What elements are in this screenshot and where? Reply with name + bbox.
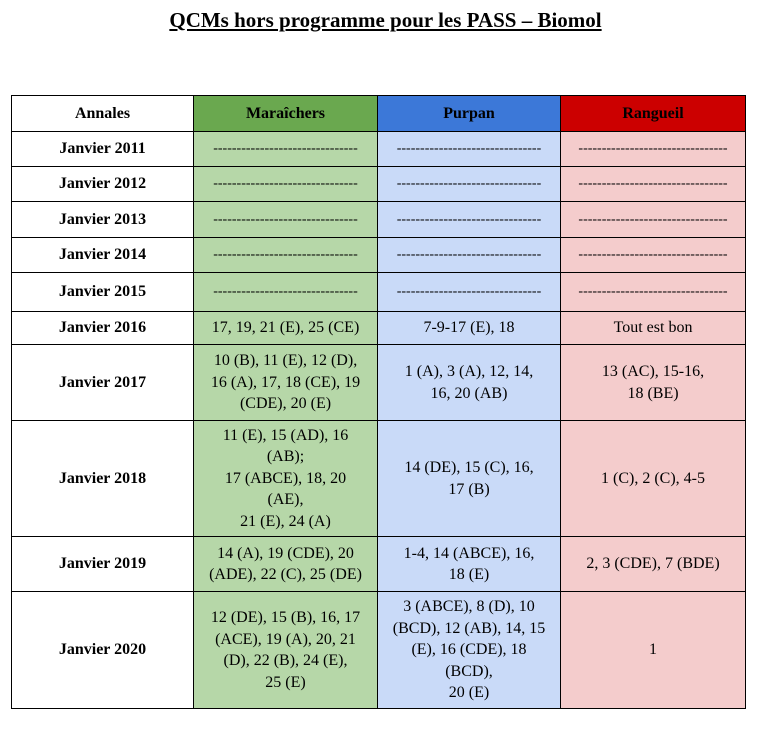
purpan-cell: 1 (A), 3 (A), 12, 14, 16, 20 (AB) xyxy=(378,345,561,421)
purpan-cell: 3 (ABCE), 8 (D), 10 (BCD), 12 (AB), 14, 15 (E), 16 (CDE), 18 (BCD), 20 (E) xyxy=(378,592,561,709)
page-title: QCMs hors programme pour les PASS – Biomol xyxy=(169,8,602,32)
table-row xyxy=(12,202,746,238)
table-row xyxy=(12,273,746,312)
rangueil-cell: -------------------------------- xyxy=(561,132,746,167)
year-cell: Janvier 2017 xyxy=(12,345,194,421)
table-row xyxy=(12,592,746,709)
year-cell: Janvier 2019 xyxy=(12,537,194,592)
header-rangueil: Rangueil xyxy=(561,96,746,132)
maraichers-cell: ------------------------------- xyxy=(194,132,378,167)
rangueil-cell: -------------------------------- xyxy=(561,238,746,273)
purpan-cell: ------------------------------- xyxy=(378,167,561,202)
purpan-cell: 14 (DE), 15 (C), 16, 17 (B) xyxy=(378,421,561,537)
rangueil-cell: -------------------------------- xyxy=(561,202,746,238)
table-row xyxy=(12,132,746,167)
header-maraichers: Maraîchers xyxy=(194,96,378,132)
maraichers-cell: 11 (E), 15 (AD), 16 (AB); 17 (ABCE), 18, 20 (AE), 21 (E), 24 (A) xyxy=(194,421,378,537)
rangueil-cell: 1 (C), 2 (C), 4-5 xyxy=(561,421,746,537)
maraichers-cell: ------------------------------- xyxy=(194,202,378,238)
rangueil-cell: 1 xyxy=(561,592,746,709)
table-row xyxy=(12,537,746,592)
purpan-cell: ------------------------------- xyxy=(378,273,561,312)
table-row xyxy=(12,312,746,345)
year-cell: Janvier 2020 xyxy=(12,592,194,709)
maraichers-cell: 14 (A), 19 (CDE), 20 (ADE), 22 (C), 25 (DE) xyxy=(194,537,378,592)
table-row xyxy=(12,238,746,273)
year-cell: Janvier 2014 xyxy=(12,238,194,273)
table-row xyxy=(12,421,746,537)
purpan-cell: ------------------------------- xyxy=(378,202,561,238)
year-cell: Janvier 2015 xyxy=(12,273,194,312)
maraichers-cell: 12 (DE), 15 (B), 16, 17 (ACE), 19 (A), 20, 21 (D), 22 (B), 24 (E), 25 (E) xyxy=(194,592,378,709)
table-row xyxy=(12,345,746,421)
rangueil-cell: -------------------------------- xyxy=(561,273,746,312)
maraichers-cell: ------------------------------- xyxy=(194,238,378,273)
header-purpan: Purpan xyxy=(378,96,561,132)
maraichers-cell: 10 (B), 11 (E), 12 (D), 16 (A), 17, 18 (CE), 19 (CDE), 20 (E) xyxy=(194,345,378,421)
header-annales: Annales xyxy=(12,96,194,132)
purpan-cell: 7-9-17 (E), 18 xyxy=(378,312,561,345)
rangueil-cell: -------------------------------- xyxy=(561,167,746,202)
year-cell: Janvier 2012 xyxy=(12,167,194,202)
purpan-cell: ------------------------------- xyxy=(378,238,561,273)
maraichers-cell: ------------------------------- xyxy=(194,273,378,312)
qcm-table xyxy=(11,95,746,709)
header-row xyxy=(12,96,746,132)
year-cell: Janvier 2013 xyxy=(12,202,194,238)
purpan-cell: ------------------------------- xyxy=(378,132,561,167)
purpan-cell: 1-4, 14 (ABCE), 16, 18 (E) xyxy=(378,537,561,592)
table-body xyxy=(12,132,746,709)
table-row xyxy=(12,167,746,202)
year-cell: Janvier 2018 xyxy=(12,421,194,537)
year-cell: Janvier 2016 xyxy=(12,312,194,345)
rangueil-cell: 13 (AC), 15-16, 18 (BE) xyxy=(561,345,746,421)
rangueil-cell: 2, 3 (CDE), 7 (BDE) xyxy=(561,537,746,592)
maraichers-cell: ------------------------------- xyxy=(194,167,378,202)
maraichers-cell: 17, 19, 21 (E), 25 (CE) xyxy=(194,312,378,345)
year-cell: Janvier 2011 xyxy=(12,132,194,167)
rangueil-cell: Tout est bon xyxy=(561,312,746,345)
